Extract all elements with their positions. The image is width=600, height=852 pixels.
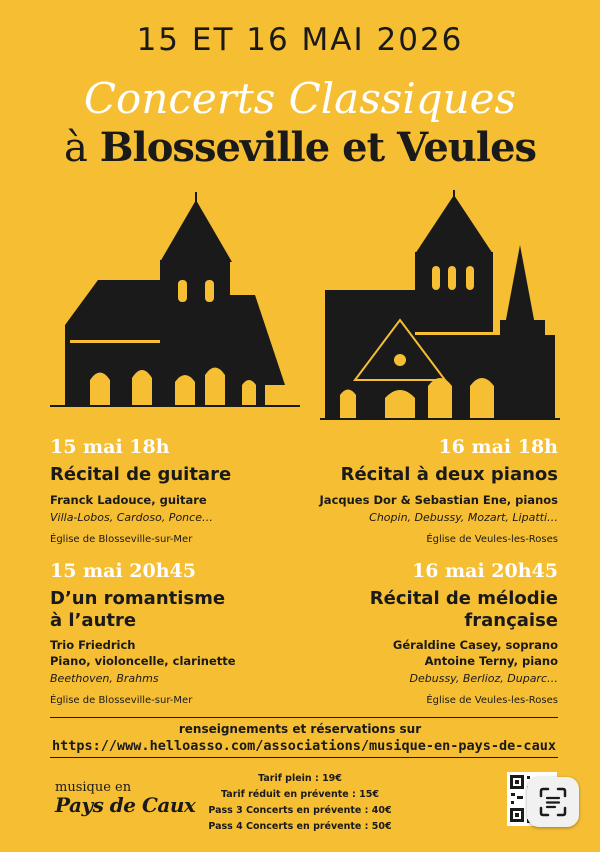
concert-card-3: [50, 560, 300, 706]
concert-venue: Église de Veules-les-Roses: [426, 695, 558, 706]
concert-date: 16 mai 18h: [438, 436, 558, 458]
price-item: Pass 4 Concerts en prévente : 50€: [208, 821, 392, 832]
concert-title: Récital de guitare: [50, 464, 232, 485]
poster-subtitle: [0, 124, 600, 171]
church-blosseville-icon: [50, 190, 300, 415]
poster-title: Concerts Classiques: [83, 74, 517, 123]
concert-performer-line-1: Trio Friedrich: [50, 638, 136, 652]
organizer-logo-line2: Pays de Caux: [55, 793, 196, 817]
price-item: Tarif réduit en prévente : 15€: [221, 789, 379, 800]
concert-venue: Église de Blosseville-sur-Mer: [50, 534, 193, 545]
scan-text-icon: [527, 777, 579, 827]
concert-venue: Église de Blosseville-sur-Mer: [50, 695, 193, 706]
concert-date: 15 mai 20h45: [50, 560, 196, 582]
concert-title-line-2: française: [464, 610, 558, 631]
price-item: Tarif plein : 19€: [258, 773, 342, 784]
divider-top: [50, 717, 558, 718]
concert-composers: Chopin, Debussy, Mozart, Lipatti…: [369, 511, 558, 524]
booking-link[interactable]: https://www.helloasso.com/associations/musique-en-pays-de-caux: [52, 738, 556, 754]
concert-card-2: [300, 436, 558, 545]
concert-title-line-1: D’un romantisme: [50, 588, 226, 609]
concert-title-line-2: à l’autre: [50, 610, 137, 631]
subtitle-preposition: à: [63, 125, 87, 171]
concert-title: Récital à deux pianos: [340, 464, 558, 485]
price-list: [190, 771, 410, 835]
concert-date: 15 mai 18h: [50, 436, 170, 458]
concert-card-4: [300, 560, 558, 706]
subtitle-places: Blosseville et Veules: [99, 124, 537, 171]
concert-performer: Franck Ladouce, guitare: [50, 493, 207, 507]
concert-card-1: [50, 436, 300, 545]
concert-venue: Église de Veules-les-Roses: [426, 534, 558, 545]
concert-composers: Villa-Lobos, Cardoso, Ponce…: [50, 511, 213, 524]
concert-date: 16 mai 20h45: [412, 560, 558, 582]
concert-performer: Jacques Dor & Sebastian Ene, pianos: [319, 493, 558, 507]
concert-title-line-1: Récital de mélodie: [369, 588, 558, 609]
event-dates: 15 ET 16 MAI 2026: [136, 22, 464, 58]
concert-performer-line-1: Géraldine Casey, soprano: [392, 638, 558, 652]
concert-performer-line-2: Antoine Terny, piano: [424, 654, 558, 668]
price-item: Pass 3 Concerts en prévente : 40€: [208, 805, 392, 816]
concert-composers: Beethoven, Brahms: [50, 672, 159, 685]
organizer-logo-line1: musique en: [55, 780, 132, 795]
concert-performer-line-2: Piano, violoncelle, clarinette: [50, 654, 236, 668]
concert-composers: Debussy, Berlioz, Duparc…: [409, 672, 558, 685]
info-text: renseignements et réservations sur: [178, 722, 422, 736]
divider-bottom: [50, 757, 558, 758]
scan-text-button[interactable]: [527, 777, 579, 827]
church-veules-icon: [320, 190, 560, 425]
